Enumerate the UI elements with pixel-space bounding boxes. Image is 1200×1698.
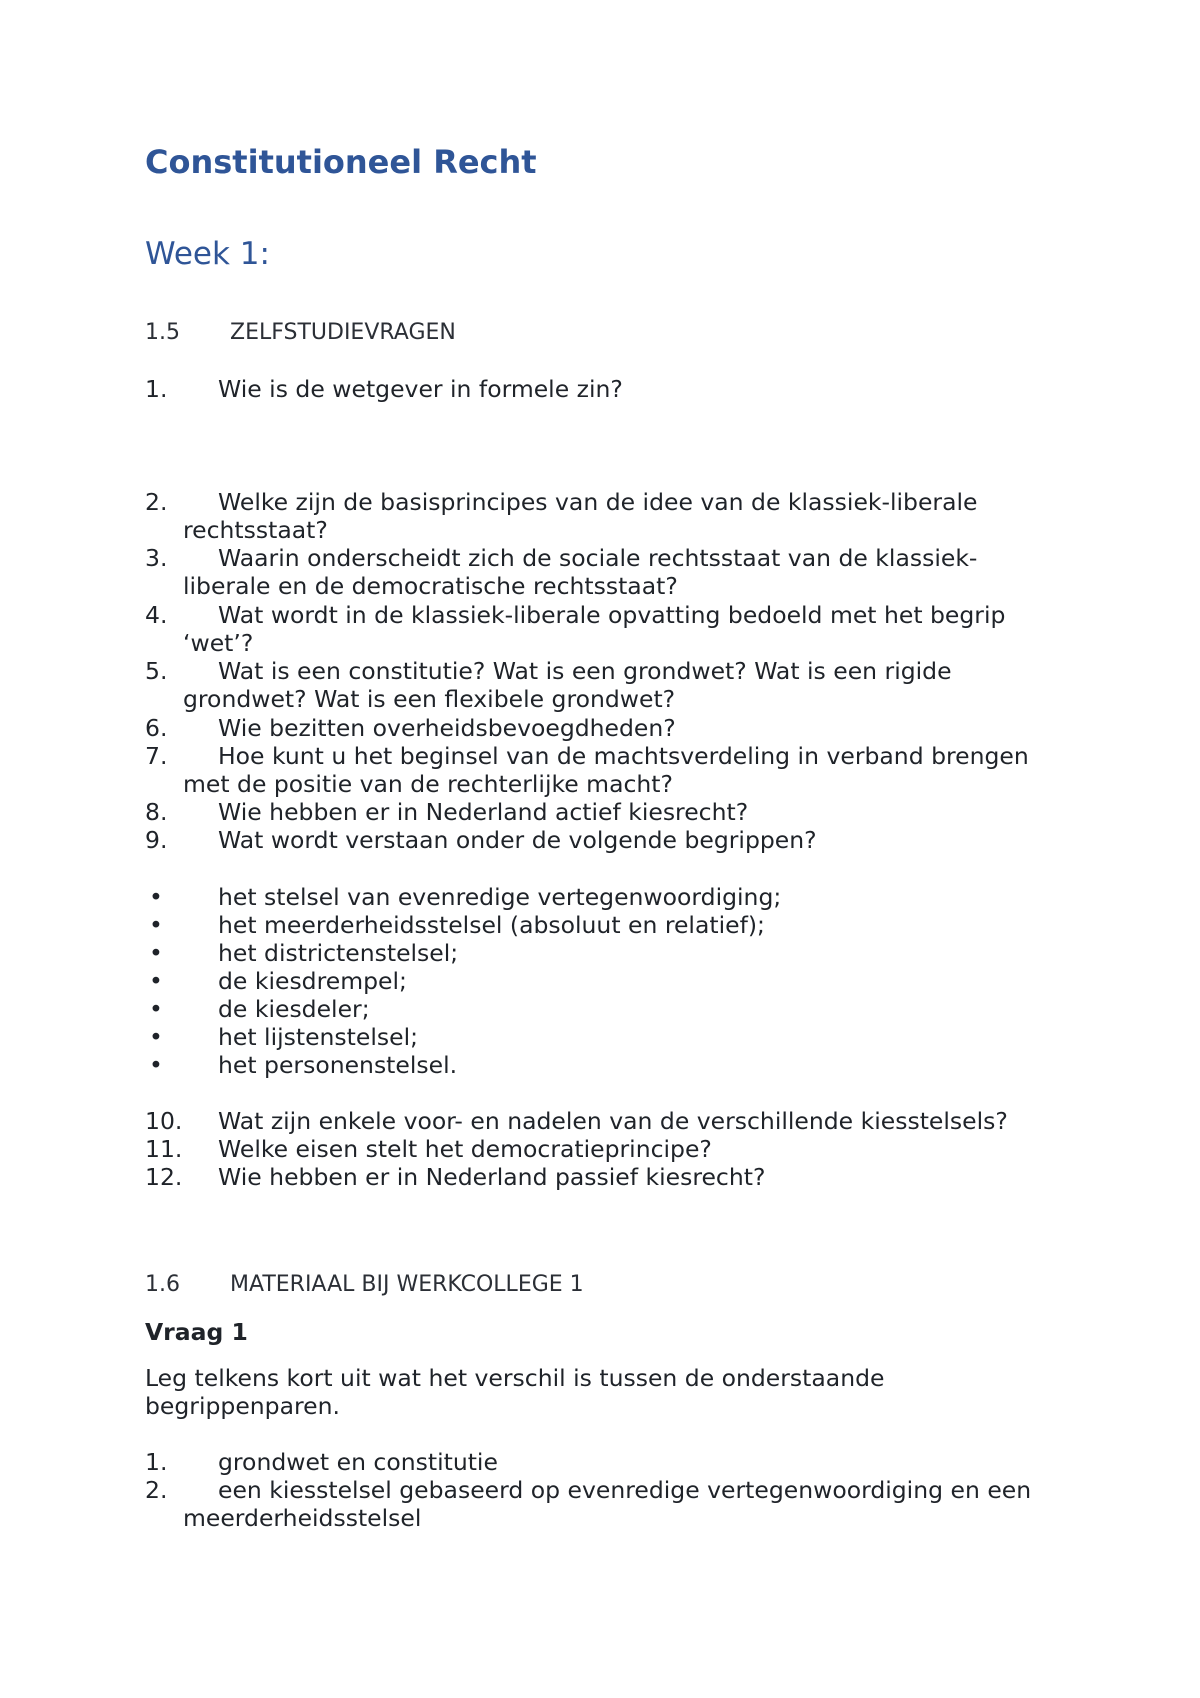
bullet-text: het lijstenstelsel; (218, 1023, 419, 1051)
list-text-continued: meerderheidsstelsel (183, 1504, 422, 1532)
question-number: 1. (145, 375, 168, 403)
bullet-marker: • (149, 911, 163, 939)
question-number: 6. (145, 714, 168, 742)
question-text: Wie hebben er in Nederland passief kiesrecht? (218, 1163, 766, 1191)
bullet-text: het districtenstelsel; (218, 939, 459, 967)
question-text-continued: rechtsstaat? (183, 516, 328, 544)
list-text: een kiesstelsel gebaseerd op evenredige vertegenwoordiging en een (218, 1476, 1032, 1504)
vraag-intro: Leg telkens kort uit wat het verschil is tussen de onderstaande begrippenparen. (145, 1364, 885, 1420)
section-number: 1.6 (145, 1272, 180, 1297)
bullet-text: het personenstelsel. (218, 1051, 458, 1079)
section-title: MATERIAAL BIJ WERKCOLLEGE 1 (230, 1272, 584, 1297)
question-text: Wat is een constitutie? Wat is een grondwet? Wat is een rigide (218, 657, 952, 685)
question-number: 2. (145, 488, 168, 516)
question-number: 9. (145, 826, 168, 854)
bullet-text: de kiesdrempel; (218, 967, 407, 995)
question-text: Waarin onderscheidt zich de sociale rechtsstaat van de klassiek- (218, 544, 978, 572)
question-text: Welke eisen stelt het democratieprincipe? (218, 1135, 712, 1163)
question-text-continued: grondwet? Wat is een flexibele grondwet? (183, 685, 676, 713)
question-text-continued: ‘wet’? (183, 629, 254, 657)
question-number: 11. (145, 1135, 183, 1163)
section-number: 1.5 (145, 320, 180, 345)
bullet-marker: • (149, 939, 163, 967)
section-title: ZELFSTUDIEVRAGEN (230, 320, 456, 345)
list-number: 2. (145, 1476, 168, 1504)
question-number: 4. (145, 601, 168, 629)
question-text: Welke zijn de basisprincipes van de idee van de klassiek-liberale (218, 488, 978, 516)
question-text: Wat zijn enkele voor- en nadelen van de verschillende kiesstelsels? (218, 1107, 1008, 1135)
bullet-marker: • (149, 883, 163, 911)
question-text-continued: liberale en de democratische rechtsstaat? (183, 572, 678, 600)
question-text: Wat wordt verstaan onder de volgende begrippen? (218, 826, 817, 854)
bullet-marker: • (149, 1023, 163, 1051)
question-text: Wie bezitten overheidsbevoegdheden? (218, 714, 676, 742)
bullet-text: het meerderheidsstelsel (absoluut en relatief); (218, 911, 765, 939)
question-text: Wie is de wetgever in formele zin? (218, 375, 623, 403)
question-number: 7. (145, 742, 168, 770)
section-heading-materiaal (145, 1272, 584, 1297)
question-number: 5. (145, 657, 168, 685)
bullet-marker: • (149, 1051, 163, 1079)
question-number: 10. (145, 1107, 183, 1135)
bullet-marker: • (149, 967, 163, 995)
question-text: Hoe kunt u het beginsel van de machtsverdeling in verband brengen (218, 742, 1029, 770)
question-number: 8. (145, 798, 168, 826)
question-text-continued: met de positie van de rechterlijke macht? (183, 770, 673, 798)
vraag-label: Vraag 1 (145, 1318, 248, 1346)
document-title: Constitutioneel Recht (145, 143, 537, 181)
list-number: 1. (145, 1448, 168, 1476)
section-heading-zelfstudievragen (145, 320, 456, 345)
bullet-text: de kiesdeler; (218, 995, 370, 1023)
question-text: Wie hebben er in Nederland actief kiesrecht? (218, 798, 749, 826)
question-number: 3. (145, 544, 168, 572)
question-text: Wat wordt in de klassiek-liberale opvatting bedoeld met het begrip (218, 601, 1006, 629)
question-number: 12. (145, 1163, 183, 1191)
bullet-text: het stelsel van evenredige vertegenwoordiging; (218, 883, 782, 911)
list-text: grondwet en constitutie (218, 1448, 498, 1476)
bullet-marker: • (149, 995, 163, 1023)
week-heading: Week 1: (145, 236, 270, 272)
